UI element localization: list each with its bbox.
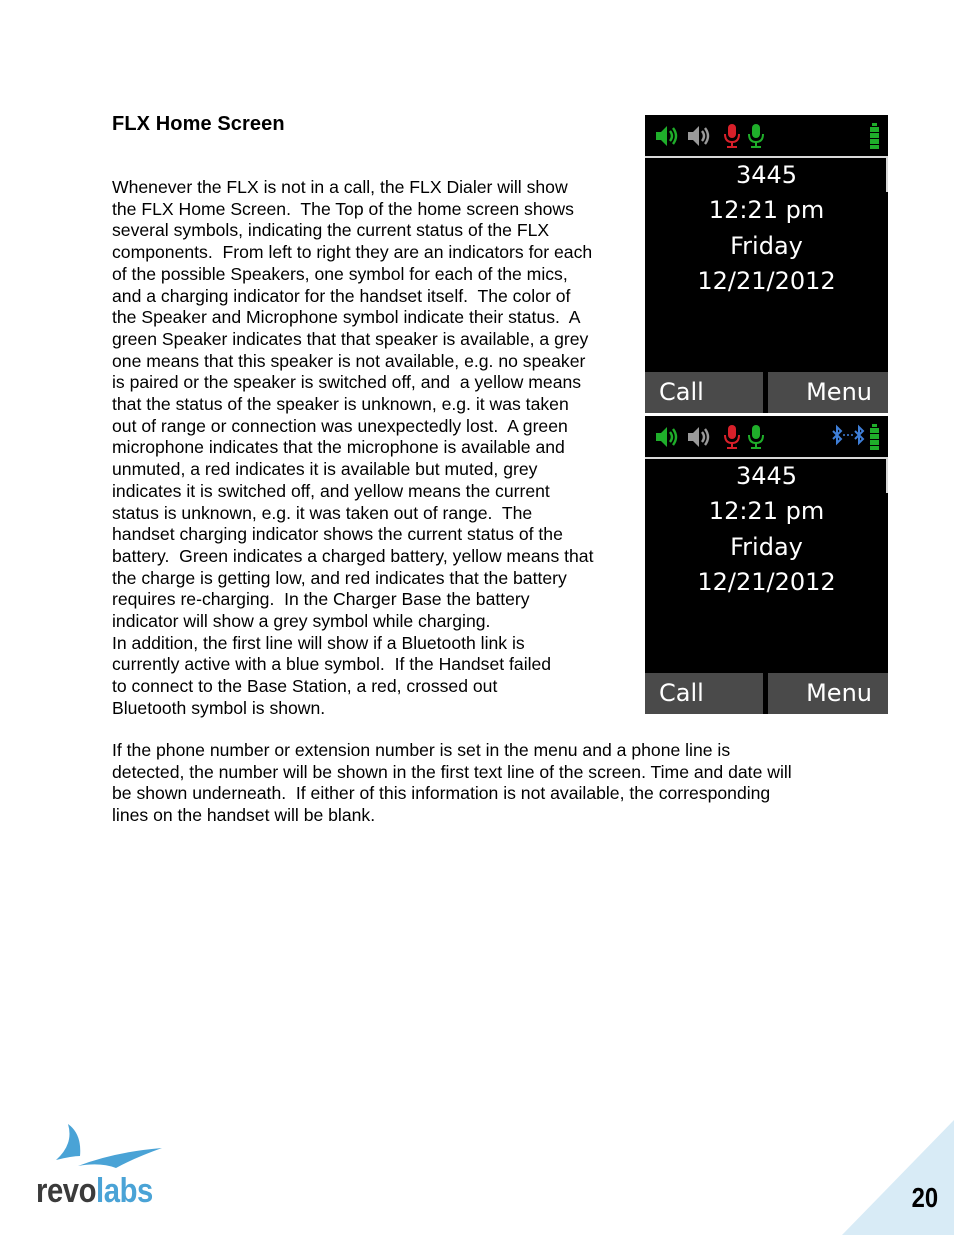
text-line: be shown underneath. If either of this information is not available, the corresponding	[112, 783, 771, 804]
text-line: components. From left to right they are an indicators for each	[112, 242, 593, 263]
text-line: indicates it is switched off, and yellow means the current	[112, 480, 550, 501]
mic-green-icon	[747, 424, 765, 450]
text-line: battery. Green indicates a charged battery, yellow means that	[112, 545, 594, 566]
text-line: the FLX Home Screen. The Top of the home screen shows	[112, 198, 574, 219]
text-line: to connect to the Base Station, a red, crossed out	[112, 676, 498, 697]
text-line: Bluetooth symbol is shown.	[112, 697, 326, 718]
battery-green-icon	[869, 123, 880, 149]
page-heading: FLX Home Screen	[112, 113, 285, 135]
speaker-green-icon	[654, 123, 680, 149]
text-line: is paired or the speaker is switched off, and a yellow means	[112, 372, 582, 393]
date-line: 12/21/2012	[697, 568, 836, 596]
corner-decoration	[842, 1120, 954, 1235]
mic-red-icon	[723, 424, 741, 450]
call-softkey[interactable]: Call	[645, 372, 763, 413]
softkey-bar	[645, 372, 888, 413]
text-line: Whenever the FLX is not in a call, the FLX Dialer will show	[112, 177, 568, 197]
date-line: 12/21/2012	[697, 267, 836, 295]
day-line: Friday	[730, 533, 803, 561]
text-line: of the possible Speakers, one symbol for each of the mics,	[112, 263, 568, 284]
page-number: 20	[911, 1182, 938, 1213]
bluetooth-blue-icon	[831, 424, 865, 448]
status-bar	[645, 115, 888, 158]
text-line: the charge is getting low, and red indicates that the battery	[112, 567, 567, 588]
text-line: that the status of the speaker is unknown, e.g. it was taken	[112, 394, 569, 415]
mic-green-icon	[747, 123, 765, 149]
menu-softkey[interactable]: Menu	[768, 372, 888, 413]
text-line: detected, the number will be shown in the first text line of the screen. Time and date will	[112, 761, 792, 782]
shark-fin-icon	[54, 1122, 164, 1170]
text-line: and a charging indicator for the handset itself. The color of	[112, 285, 571, 306]
number-line: 3445	[735, 161, 798, 189]
battery-green-icon	[869, 424, 880, 450]
intro-paragraph	[112, 177, 642, 720]
call-softkey[interactable]: Call	[645, 673, 763, 714]
text-line: If the phone number or extension number is set in the menu and a phone line is	[112, 740, 731, 760]
softkey-bar	[645, 673, 888, 714]
text-line: status is unknown, e.g. it was taken out of range. The	[112, 502, 533, 523]
status-bar	[645, 416, 888, 459]
time-line: 12:21 pm	[708, 196, 825, 224]
text-line: the Speaker and Microphone symbol indicate their status. A	[112, 307, 581, 328]
revolabs-logo	[36, 1122, 156, 1212]
info-paragraph	[112, 740, 852, 827]
speaker-green-icon	[654, 424, 680, 450]
text-line: several symbols, indicating the current status of the FLX	[112, 220, 550, 241]
text-line: lines on the handset will be blank.	[112, 805, 376, 826]
text-line: In addition, the first line will show if a Bluetooth link is	[112, 632, 525, 653]
text-line: indicator will show a grey symbol while charging.	[112, 611, 491, 632]
text-line: handset charging indicator shows the current status of the	[112, 524, 563, 545]
text-line: one means that this speaker is not available, e.g. no speaker	[112, 350, 586, 371]
number-line: 3445	[735, 462, 798, 490]
handset-screen-1	[645, 115, 888, 413]
text-line: requires re-charging. In the Charger Base the battery	[112, 589, 530, 610]
text-line: out of range or connection was unexpectedly lost. A green	[112, 415, 568, 436]
speaker-grey-icon	[686, 123, 712, 149]
text-line: green Speaker indicates that that speaker is available, a grey	[112, 328, 589, 349]
logo-wordmark: revolabs	[36, 1172, 153, 1210]
text-line: unmuted, a red indicates it is available but muted, grey	[112, 459, 538, 480]
day-line: Friday	[730, 232, 803, 260]
text-line: microphone indicates that the microphone is available and	[112, 437, 565, 458]
menu-softkey[interactable]: Menu	[768, 673, 888, 714]
handset-screen-2	[645, 416, 888, 714]
mic-red-icon	[723, 123, 741, 149]
speaker-grey-icon	[686, 424, 712, 450]
time-line: 12:21 pm	[708, 497, 825, 525]
text-line: currently active with a blue symbol. If the Handset failed	[112, 654, 552, 675]
